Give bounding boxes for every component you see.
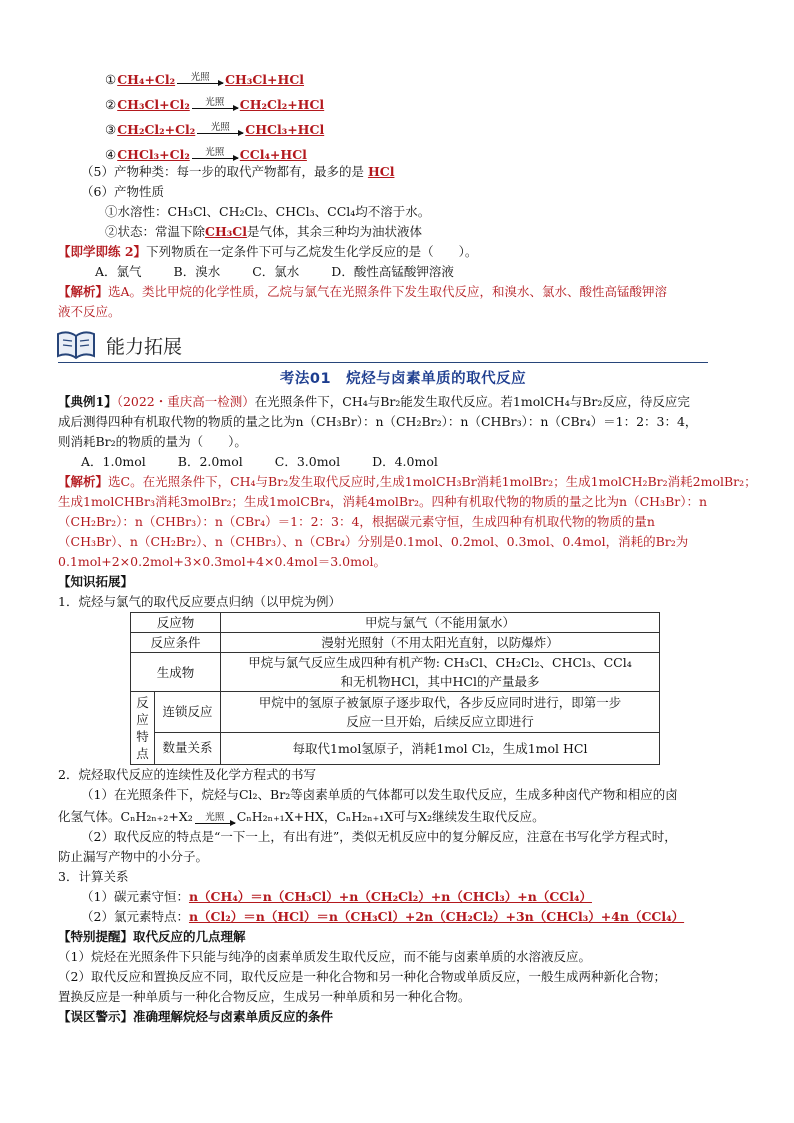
example-1-analysis-2: 生成1molCHBr₃消耗3molBr₂；生成1molCBr₄，消耗4molBr₂。四种有机取代物的物质的量之比为n（CH₃Br）：n [58,494,708,509]
vertical-label: 反应特点 [131,692,155,765]
reaction-4: ④ CHCl₃+Cl₂ 光照 CCl₄+HCl [105,147,307,162]
tips-para-2: （2）取代反应和置换反应不同，取代反应是一种化合物和另一种化合物或单质反应，一般生成两种新化合物； [58,969,666,984]
example-1-analysis-3: （CH₂Br₂）：n（CHBr₃）：n（CBr₄）＝1：2：3：4，根据碳元素守恒，生成四种有机取代物的物质的量n [58,514,655,529]
knowledge-item-3: 3．计算关系 [58,869,129,884]
item-2-para-2: （2）取代反应的特点是“一下一上，有出有进”，类似无机反应中的复分解反应，注意在书写化学方程式时， [81,829,677,844]
item-2-para-1: （1）在光照条件下，烷烃与Cl₂、Br₂等卤素单质的气体都可以发生取代反应，生成多种卤代产物和相应的卤 [81,787,678,802]
reaction-3: ③ CH₂Cl₂+Cl₂ 光照 CHCl₃+HCl [105,122,325,137]
knowledge-tag: 【知识拓展】 [58,574,134,589]
warning-tag: 【误区警示】准确理解烷烃与卤素单质反应的条件 [58,1009,334,1024]
reaction-arrow: 光照 [177,73,223,84]
example-1-line2: 成后测得四种有机取代物的物质的量之比为n（CH₃Br）：n（CH₂Br₂）：n（CHBr₃）：n（CBr₄）＝1：2：3：4， [58,414,698,429]
document-page [58,62,757,1027]
table-row: 生成物 甲烷与氯气反应生成四种有机产物: CH₃Cl、CH₂Cl₂、CHCl₃、CCl₄ 和无机物HCl，其中HCl的产量最多 [131,653,660,692]
method-title: 考法01 烷烃与卤素单质的取代反应 [279,371,527,387]
reaction-arrow: 光照 [192,148,238,159]
reaction-2: ② CH₃Cl+Cl₂ 光照 CH₂Cl₂+HCl [105,97,325,112]
practice-2-options: A．氯气 B．溴水 C．氯水 D．酸性高锰酸钾溶液 [95,264,454,279]
table-row: 数量关系 每取代1mol氢原子，消耗1mol Cl₂，生成1mol HCl [131,732,660,764]
example-1-analysis-4: （CH₃Br）、n（CH₂Br₂）、n（CHBr₃）、n（CBr₄）分别是0.1mol、0.2mol、0.3mol、0.4mol，消耗的Br₂为 [58,534,689,549]
practice-2-question: 【即学即练 2】下列物质在一定条件下可与乙烷发生化学反应的是（ ）。 [58,244,478,259]
book-icon [54,328,98,362]
table-row: 反应条件 漫射光照射（不用太阳光直射，以防爆炸） [131,633,660,653]
carbon-conservation: （1）碳元素守恒：n（CH₄）＝n（CH₃Cl）+n（CH₂Cl₂）+n（CHCl₃）+n（CCl₄） [81,889,592,904]
product-types: （5）产物种类：每一步的取代产物都有，最多的是 HCl [81,164,395,179]
table-row: 反应特点 连锁反应 甲烷中的氢原子被氯原子逐步取代，各步反应同时进行，即第一步 反应一旦开始，后续反应立即进行 [131,692,660,733]
example-1-options: A．1.0mol B．2.0mol C．3.0mol D．4.0mol [81,454,438,469]
example-1-analysis: 【解析】选C。在光照条件下，CH₄与Br₂发生取代反应时,生成1molCH₃Br消耗1molBr₂；生成1molCH₂Br₂消耗2molBr₂； [58,474,757,489]
section-header [58,324,748,364]
state-text: ②状态：常温下除CH₃Cl是气体，其余三种均为油状液体 [105,224,422,239]
example-1-line1: 【典例1】（2022・重庆高一检测）在光照条件下，CH₄与Br₂能发生取代反应。若1molCH₄与Br₂反应，待反应完 [58,394,690,409]
example-1-analysis-5: 0.1mol+2×0.2mol+3×0.3mol+4×0.4mol＝3.0mol。 [58,554,386,569]
reaction-arrow: 光照 [195,813,235,824]
knowledge-item-1: 1．烷烃与氯气的取代反应要点归纳（以甲烷为例） [58,594,341,609]
practice-2-analysis-cont: 液不反应。 [58,304,121,319]
knowledge-item-2: 2．烷烃取代反应的连续性及化学方程式的书写 [58,767,316,782]
chlorine-relation: （2）氯元素特点：n（Cl₂）＝n（HCl）＝n（CH₃Cl）+2n（CH₂Cl₂）+3n（CHCl₃）+4n（CCl₄） [81,909,685,924]
section-title: 能力拓展 [106,336,183,358]
example-1-line3: 则消耗Br₂的物质的量为（ ）。 [58,434,247,449]
item-2-para-2-cont: 防止漏写产物中的小分子。 [58,849,209,864]
tips-para-1: （1）烷烃在光照条件下只能与纯净的卤素单质发生取代反应，而不能与卤素单质的水溶液反应。 [58,949,591,964]
summary-table [130,612,660,765]
reaction-1: ① CH₄+Cl₂ 光照 CH₃Cl+HCl [105,72,305,87]
tips-tag: 【特别提醒】取代反应的几点理解 [58,929,246,944]
item-2-equation: 化氢气体。CₙH₂ₙ₊₂+X₂ 光照 CₙH₂ₙ₊₁X+HX，CₙH₂ₙ₊₁X可与X₂继续发生取代反应。 [58,809,545,824]
table-row: 反应物 甲烷与氯气（不能用氯水） [131,613,660,633]
solubility-text: ①水溶性：CH₃Cl、CH₂Cl₂、CHCl₃、CCl₄均不溶于水。 [105,204,431,219]
tips-para-2-cont: 置换反应是一种单质与一种化合物反应，生成另一种单质和另一种化合物。 [58,989,471,1004]
section-rule [58,362,708,364]
reaction-arrow: 光照 [192,98,238,109]
product-props-heading: （6）产物性质 [81,184,164,199]
reaction-arrow: 光照 [197,123,243,134]
practice-2-analysis: 【解析】选A。类比甲烷的化学性质，乙烷与氯气在光照条件下发生取代反应，和溴水、氯水、酸性高锰酸钾溶 [58,284,668,299]
